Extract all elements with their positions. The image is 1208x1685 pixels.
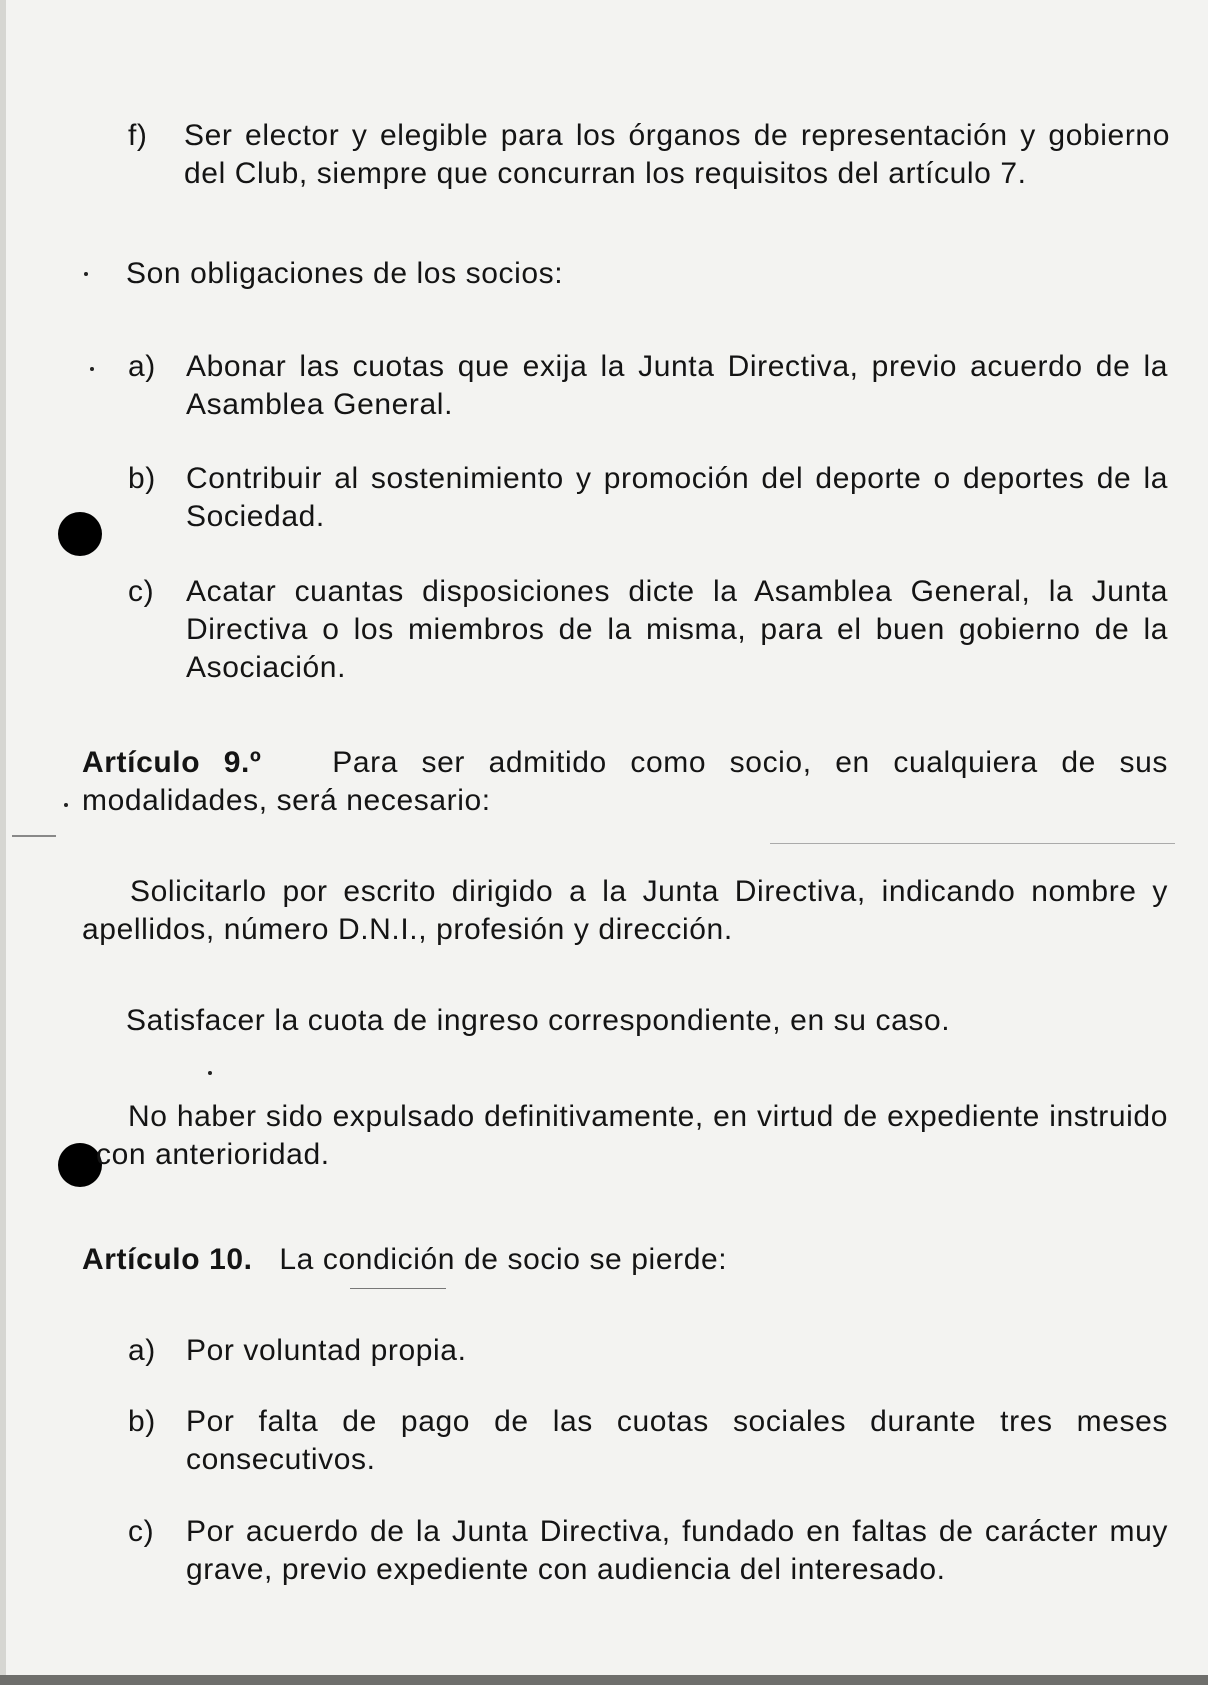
scan-speck	[64, 803, 68, 807]
obligations-intro: Son obligaciones de los socios:	[126, 257, 564, 290]
list-item-label: c)	[128, 575, 155, 608]
list-item	[128, 1332, 1168, 1370]
scan-mark	[12, 835, 56, 837]
article9-paragraph: Solicitarlo por escrito dirigido a la Junta Directiva, indicando nombre y apellidos, número D.N.I., profesión y dirección.	[82, 875, 1168, 946]
article10-intro	[82, 1241, 1168, 1279]
article10-text: La condición de socio se pierde:	[279, 1243, 728, 1276]
list-item	[128, 573, 1168, 687]
list-item-text: Ser elector y elegible para los órganos de representación y gobierno del Club, siempre que concurran los requisitos del artículo 7.	[184, 119, 1170, 190]
list-item-label: a)	[128, 1334, 156, 1367]
scan-mark	[770, 843, 1175, 844]
list-item	[128, 1403, 1168, 1479]
article9-heading: Artículo 9.º	[82, 746, 262, 779]
scan-mark	[350, 1288, 446, 1289]
article10-heading: Artículo 10.	[82, 1243, 253, 1276]
article9-intro	[82, 744, 1168, 820]
list-item-label: b)	[128, 1405, 156, 1438]
list-item-label: c)	[128, 1515, 155, 1548]
scan-speck	[90, 367, 94, 371]
list-item-label: a)	[128, 350, 156, 383]
list-item	[128, 117, 1170, 193]
list-item-text: Contribuir al sostenimiento y promoción del deporte o deportes de la Sociedad.	[186, 462, 1168, 533]
list-item-text: Acatar cuantas disposiciones dicte la Asamblea General, la Junta Directiva o los miembros de la misma, para el buen gobierno de la Asociación.	[186, 575, 1168, 684]
list-item	[128, 348, 1168, 424]
scan-speck	[208, 1071, 212, 1075]
page-left-edge	[0, 0, 6, 1685]
article9-paragraph: Satisfacer la cuota de ingreso correspondiente, en su caso.	[126, 1004, 951, 1037]
list-item-label: f)	[128, 119, 148, 152]
article9-text: Para ser admitido como socio, en cualquiera de sus modalidades, será necesario:	[82, 746, 1168, 817]
list-item-text: Por falta de pago de las cuotas sociales durante tres meses consecutivos.	[186, 1405, 1168, 1476]
page-bottom-edge	[0, 1675, 1208, 1685]
list-item	[128, 460, 1168, 536]
scan-speck	[84, 272, 88, 276]
list-item	[128, 1513, 1168, 1589]
list-item-text: Por acuerdo de la Junta Directiva, fundado en faltas de carácter muy grave, previo expediente con audiencia del interesado.	[186, 1515, 1168, 1586]
list-item-text: Abonar las cuotas que exija la Junta Directiva, previo acuerdo de la Asamblea General.	[186, 350, 1168, 421]
article9-paragraph: No haber sido expulsado definitivamente, en virtud de expediente instruido con anterioridad.	[96, 1100, 1168, 1171]
punch-hole-top	[58, 512, 102, 556]
list-item-text: Por voluntad propia.	[186, 1334, 467, 1367]
list-item-label: b)	[128, 462, 156, 495]
